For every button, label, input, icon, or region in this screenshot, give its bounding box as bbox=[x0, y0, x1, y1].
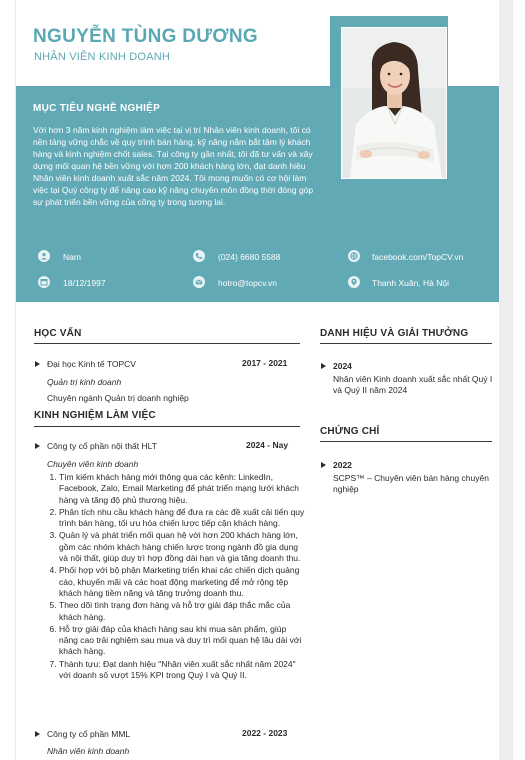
certificates-heading: CHỨNG CHỈ bbox=[320, 426, 380, 437]
contact-facebook[interactable]: facebook.com/TopCV.vn bbox=[372, 252, 464, 262]
list-item: 6. Hỗ trợ giải đáp của khách hàng sau khi mua sản phẩm, giúp nâng cao trải nghiệm sau mua và duy trì mối quan hệ lâu dài với khách hàng. bbox=[59, 624, 307, 658]
person-icon bbox=[38, 250, 50, 262]
education-degree: Quản trị kinh doanh bbox=[47, 377, 122, 387]
contact-dob: 18/12/1997 bbox=[63, 278, 106, 288]
award-text: Nhân viên Kinh doanh xuất sắc nhất Quý I và Quý II năm 2024 bbox=[333, 374, 493, 395]
education-period: 2017 - 2021 bbox=[242, 358, 288, 368]
certificate-text: SCPS™ – Chuyên viên bán hàng chuyên nghiệp bbox=[333, 473, 489, 494]
job-period: 2022 - 2023 bbox=[242, 728, 288, 738]
certificates-divider bbox=[320, 441, 492, 442]
awards-heading: DANH HIỆU VÀ GIẢI THƯỞNG bbox=[320, 328, 469, 339]
objective-text: Với hơn 3 năm kinh nghiệm làm việc tại vị trí Nhân viên kinh doanh, tôi có nền tảng vững chắc về quy trình bán hàng, kỹ năng nắm bắt tâm lý khách hàng và kinh nghiệm chốt sales. Tại công ty gần nhất, tôi đã tư vấn và xây dựng mối quan hệ bền vững với hơn 200 khách hàng lớn, đạt danh hiệu Nhân viên kinh doanh xuất sắc năm 2024. Tôi mong muốn có cơ hội làm việc tại Quý công ty để nâng cao kỹ năng chuyên môn đồng thời đóng góp sự phát triển bền vững của công ty trong tương lai. bbox=[33, 125, 314, 207]
job-position: Chuyên viên kinh doanh bbox=[47, 459, 139, 469]
globe-icon bbox=[348, 250, 360, 262]
location-icon bbox=[348, 276, 360, 288]
education-divider bbox=[34, 343, 300, 344]
award-year: 2024 bbox=[333, 361, 352, 371]
job-company: Công ty cổ phần MML bbox=[47, 729, 131, 739]
job-company: Công ty cổ phần nội thất HLT bbox=[47, 441, 157, 451]
list-item: 5. Theo dõi tình trạng đơn hàng và hỗ trợ giải đáp thắc mắc của khách hàng. bbox=[59, 600, 307, 623]
experience-heading: KINH NGHIỆM LÀM VIỆC bbox=[34, 410, 156, 421]
phone-icon bbox=[193, 250, 205, 262]
bullet-icon bbox=[35, 443, 40, 449]
email-icon bbox=[193, 276, 205, 288]
objective-heading: MỤC TIÊU NGHỀ NGHIỆP bbox=[33, 103, 161, 114]
cv-page bbox=[16, 0, 512, 760]
job-position: Nhân viên kinh doanh bbox=[47, 746, 130, 756]
candidate-name: NGUYỄN TÙNG DƯƠNG bbox=[33, 26, 258, 47]
education-heading: HỌC VẤN bbox=[34, 328, 82, 339]
contact-address: Thanh Xuân, Hà Nội bbox=[372, 278, 450, 288]
certificate-year: 2022 bbox=[333, 460, 352, 470]
bullet-icon bbox=[35, 731, 40, 737]
profile-photo bbox=[341, 27, 447, 179]
bullet-icon bbox=[321, 363, 326, 369]
bullet-icon bbox=[35, 361, 40, 367]
contact-gender: Nam bbox=[63, 252, 81, 262]
bullet-icon bbox=[321, 462, 326, 468]
calendar-icon bbox=[38, 276, 50, 288]
list-item: 1. Tìm kiếm khách hàng mới thông qua các kênh: LinkedIn, Facebook, Zalo, Email Marketing để phát triển mạng lưới khách hàng và tăng độ phủ thương hiệu. bbox=[59, 472, 307, 506]
candidate-title: NHÂN VIÊN KINH DOANH bbox=[34, 51, 171, 63]
list-item: 7. Thành tựu: Đạt danh hiệu "Nhân viên xuất sắc nhất năm 2024" với doanh số vượt 15% KPI trong Quý I và Quý II. bbox=[59, 659, 307, 682]
list-item: 3. Quản lý và phát triển mối quan hệ với hơn 200 khách hàng lớn, gồm các nhóm khách hàng chiến lược trong ngành đồ gia dụng và nội thất, giúp duy trì hợp đồng dài hạn và gia tăng doanh thu. bbox=[59, 530, 307, 564]
experience-divider bbox=[34, 426, 300, 427]
contact-phone[interactable]: (024) 6680 5588 bbox=[218, 252, 281, 262]
job-duties-list bbox=[46, 472, 307, 682]
list-item: 4. Phối hợp với bộ phận Marketing triển khai các chiến dịch quảng cáo, khuyến mãi và các hoạt động marketing để mở rộng tệp khách hàng tiềm năng và tăng trưởng doanh thu. bbox=[59, 565, 307, 599]
awards-divider bbox=[320, 343, 492, 344]
list-item: 2. Phân tích nhu cầu khách hàng để đưa ra các đề xuất cải tiến quy trình bán hàng, tối ưu hóa chiến lược tiếp cận khách hàng. bbox=[59, 507, 307, 530]
education-school: Đại học Kinh tế TOPCV bbox=[47, 359, 136, 369]
contact-email[interactable]: hotro@topcv.vn bbox=[218, 278, 278, 288]
page-edge bbox=[499, 0, 512, 760]
job-period: 2024 - Nay bbox=[246, 440, 289, 450]
education-major: Chuyên ngành Quản trị doanh nghiệp bbox=[47, 393, 189, 403]
